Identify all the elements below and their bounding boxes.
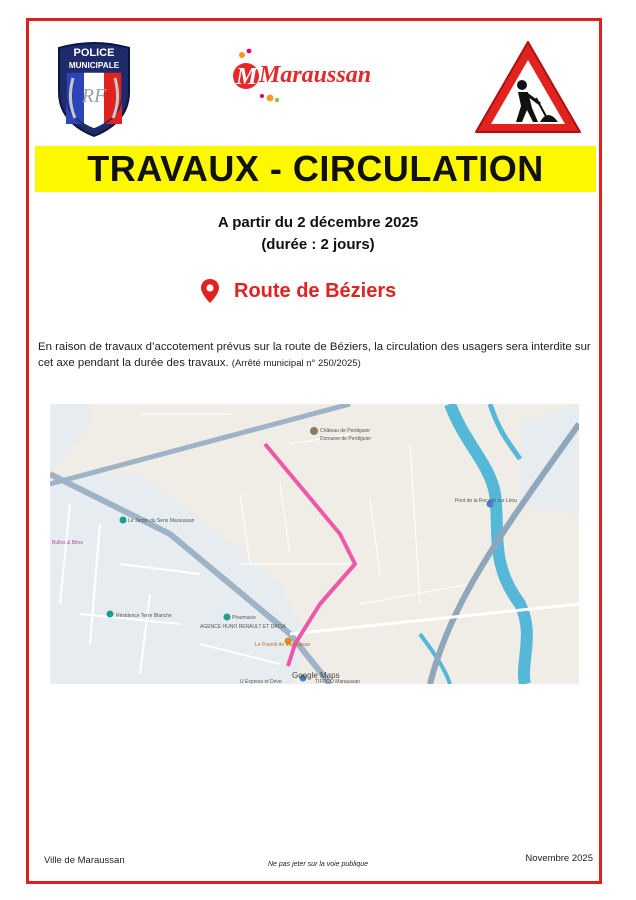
maraussan-logo-text: Maraussan <box>259 62 372 88</box>
map-label-agence: AGENCE HUNO RENAULT ET DACIA <box>200 624 286 630</box>
location-pin-icon <box>200 278 220 304</box>
duration: (durée : 2 jours) <box>261 236 375 253</box>
map-label-bulles: Bulles & Bitos <box>52 540 83 546</box>
start-date: A partir du 2 décembre 2025 <box>217 214 419 231</box>
road-works-sign-icon <box>472 38 584 138</box>
maraussan-logo <box>232 46 402 106</box>
map-label-domaine: Domaine de Perdiguier <box>320 436 372 442</box>
police-badge-line2: MUNICIPALE <box>68 61 120 70</box>
footer-left: Ville de Maraussan <box>44 855 125 866</box>
map-attribution: Google Maps <box>292 671 340 680</box>
police-badge-icon <box>55 40 133 138</box>
map-label-tifoco: TIFOCO Maraussan <box>315 679 361 684</box>
map-label-chateau: Château de Perdiguier <box>320 428 371 434</box>
footer-center: Ne pas jeter sur la voie publique <box>267 861 368 868</box>
notice-reference: (Arrêté municipal n° 250/2025) <box>231 358 361 369</box>
map-label-pharmacie: Pharmacie <box>232 615 256 621</box>
map-label-fournil: Le Fournil de Maraussan <box>255 642 311 648</box>
map-label-jardin: Le Jardin du Sens Maraussan <box>128 518 195 524</box>
location-row <box>200 278 396 304</box>
police-badge-monogram: RF <box>81 85 107 107</box>
page-title: TRAVAUX - CIRCULATION <box>87 148 544 189</box>
map-label-residence: Résidence Terre Blanche <box>116 613 172 619</box>
svg-text:M: M <box>236 64 258 90</box>
poi-marker <box>310 427 318 435</box>
map-label-express: U Express et Drive <box>240 679 282 684</box>
notice-paragraph <box>38 339 600 372</box>
notice-text: En raison de travaux d’accotement prévus sur la route de Béziers, la circulation des usagers sera interdite sur cet axe pendant la durée des travaux. <box>38 341 591 369</box>
footer-right: Novembre 2025 <box>525 853 593 864</box>
route-map <box>50 404 579 684</box>
police-badge-line1: POLICE <box>73 47 115 59</box>
map-label-pont: Pont de la Rocade sur Lirou <box>455 498 517 504</box>
location-label: Route de Béziers <box>234 279 397 302</box>
title-banner <box>35 146 596 192</box>
